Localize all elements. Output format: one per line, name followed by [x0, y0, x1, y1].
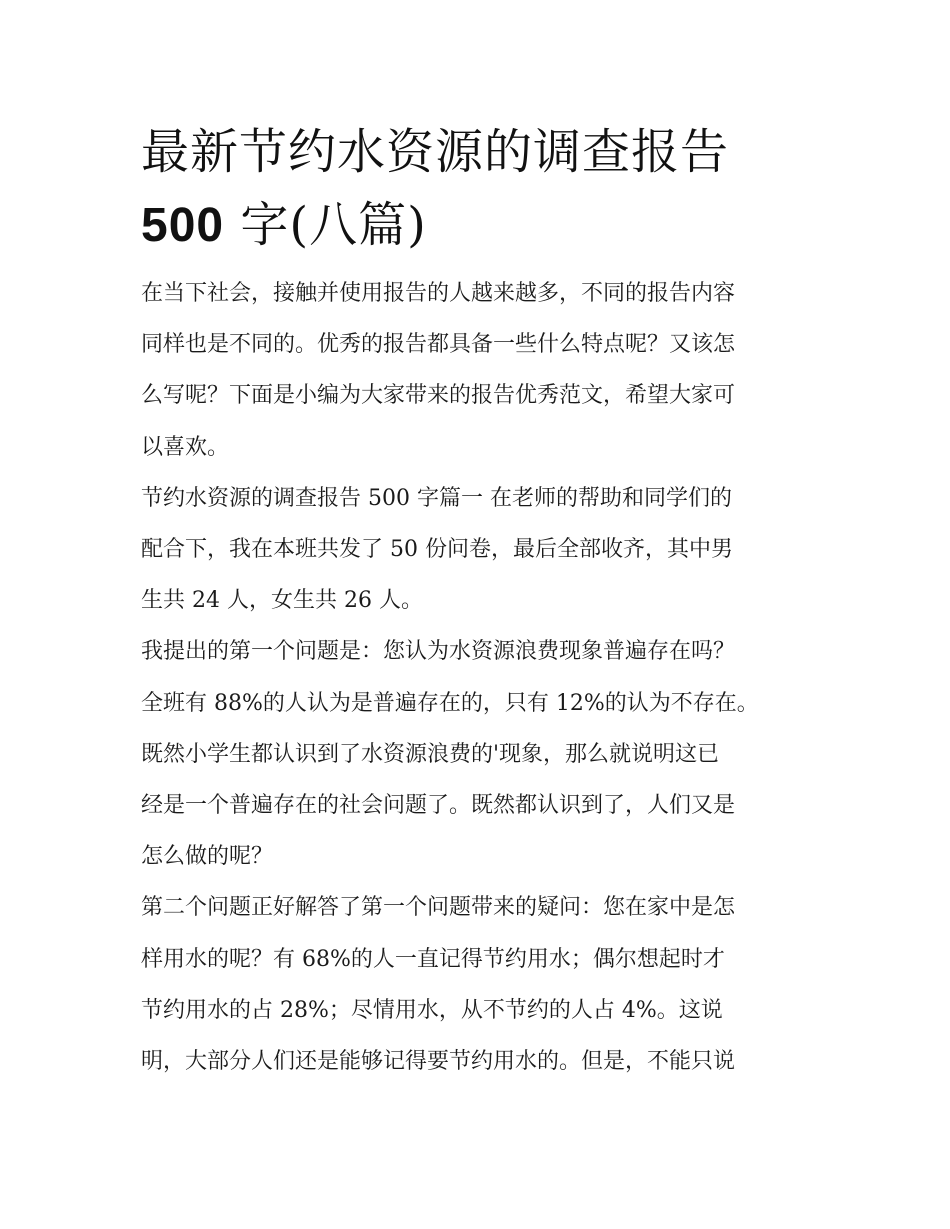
paragraph	[141, 626, 813, 882]
text-line: 节约用水的占 28%；尽情用水，从不节约的人占 4%。这说	[141, 997, 723, 1023]
text-line: 以喜欢。	[141, 434, 230, 460]
title-line	[141, 189, 813, 262]
document-content	[141, 116, 813, 1087]
text-line: 生共 24 人，女生共 26 人。	[141, 588, 423, 614]
text-line: 我提出的第一个问题是：您认为水资源浪费现象普遍存在吗？	[141, 639, 736, 665]
text-line: 第二个问题正好解答了第一个问题带来的疑问：您在家中是怎	[141, 895, 736, 921]
title-number: 500	[141, 199, 225, 252]
text-line: 在当下社会，接触并使用报告的人越来越多，不同的报告内容	[141, 281, 736, 306]
paragraph	[141, 882, 813, 1087]
text-line: 全班有 88%的人认为是普遍存在的，只有 12%的认为不存在。	[141, 690, 759, 716]
text-line: 既然小学生都认识到了水资源浪费的'现象，那么就说明这已	[141, 741, 720, 767]
text-line: 配合下，我在本班共发了 50 份问卷，最后全部收齐，其中男	[141, 537, 733, 563]
text-line: 明，大部分人们还是能够记得要节约用水的。但是，不能只说	[141, 1049, 736, 1075]
document-title	[141, 116, 813, 262]
text-line: 怎么做的呢？	[141, 844, 274, 870]
document-body	[141, 268, 813, 1087]
paragraph	[141, 268, 813, 473]
paragraph	[141, 473, 813, 627]
text-line: 同样也是不同的。优秀的报告都具备一些什么特点呢？又该怎	[141, 332, 736, 358]
title-suffix: 字(八篇)	[224, 197, 427, 253]
text-line: 经是一个普遍存在的社会问题了。既然都认识到了，人们又是	[141, 793, 736, 819]
title-line: 最新节约水资源的调查报告	[141, 124, 730, 180]
text-line: 样用水的呢？有 68%的人一直记得节约用水；偶尔想起时才	[141, 946, 725, 972]
text-line: 节约水资源的调查报告 500 字篇一 在老师的帮助和同学们的	[141, 485, 732, 511]
text-line: 么写呢？下面是小编为大家带来的报告优秀范文，希望大家可	[141, 383, 736, 409]
